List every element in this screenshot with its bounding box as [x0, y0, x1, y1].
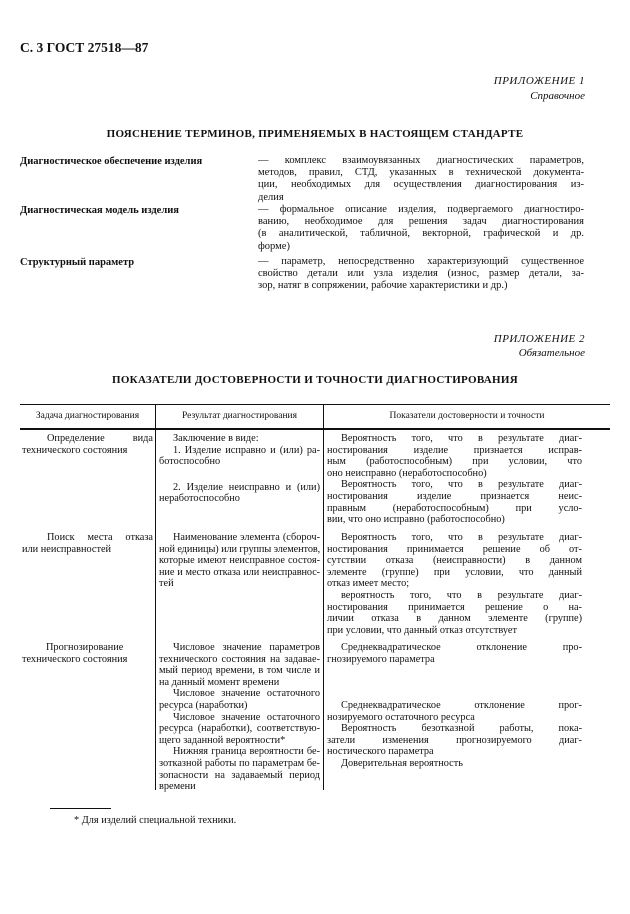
- text-line: делия: [258, 191, 284, 203]
- text-line: Среднеквадратическое отклонение прог-: [341, 699, 582, 711]
- text-line: ностирования изделие признается неис-: [327, 490, 582, 502]
- text-line: форме): [258, 240, 290, 252]
- column-header: Показатели достоверности и точности: [389, 411, 545, 421]
- paragraph: [327, 479, 582, 525]
- text-line: ным (работоспособным) при условии, что: [327, 456, 582, 468]
- text-line: личии отказа в данном элементе (группе): [327, 613, 582, 625]
- text-line: ресурса (наработки), соответствую-: [159, 723, 320, 735]
- appendix-1-type: Справочное: [530, 90, 585, 102]
- appendix-2-label: ПРИЛОЖЕНИЕ 2: [493, 333, 585, 345]
- footnote-rule: [50, 808, 111, 809]
- text-line: Вероятность того, что в результате диаг-: [341, 479, 582, 491]
- text-line: ванию, необходимое для решения задач диагностирования: [258, 216, 584, 228]
- text-line: Вероятность того, что в результате диаг-: [341, 433, 582, 444]
- text-line: неработоспособно: [159, 493, 240, 505]
- text-line: тей: [159, 578, 174, 590]
- page-header: С. 3 ГОСТ 27518—87: [20, 40, 149, 55]
- paragraph: [159, 642, 320, 688]
- text-line: методов, правил, СТД, указанных в технической документа-: [258, 167, 584, 179]
- text-line: вероятность того, что в результате диаг-: [341, 589, 582, 601]
- text-line: Нижняя граница вероятности бе-: [173, 746, 320, 758]
- column-divider: [155, 404, 156, 790]
- paragraph: [327, 590, 582, 636]
- text-line: технического состояния: [22, 653, 128, 665]
- text-line: зор, натяг в сопряжении, рабочие характеристики и др.): [258, 280, 508, 292]
- text-line: технического состояния на задавае-: [159, 653, 320, 665]
- text-line: правным (неработоспособным) при усло-: [327, 502, 582, 514]
- column-header: Результат диагностирования: [181, 411, 298, 421]
- term: Диагностическое обеспечение изделия: [20, 156, 203, 167]
- text-line: щего заданной вероятности*: [159, 734, 286, 746]
- result-cell: [159, 532, 320, 590]
- term-definition: [258, 155, 584, 204]
- text-line: Наименование элемента (сбороч-: [173, 532, 320, 543]
- text-line: Вероятность безотказной работы, пока-: [341, 723, 582, 735]
- appendix-1-title: ПОЯСНЕНИЕ ТЕРМИНОВ, ПРИМЕНЯЕМЫХ В НАСТОЯЩЕМ СТАНДАРТЕ: [106, 128, 524, 140]
- appendix-2-type: Обязательное: [518, 347, 585, 359]
- paragraph: [159, 433, 320, 445]
- paragraph: [327, 642, 582, 665]
- paragraph: [159, 532, 320, 590]
- column-divider: [323, 404, 324, 790]
- text-line: зопасности на задаваемый период: [159, 769, 320, 781]
- text-line: ностирования изделие признается исправ-: [327, 444, 582, 456]
- text-line: — параметр, непосредственно характеризующий существенное: [258, 256, 584, 267]
- task-cell: [22, 532, 153, 555]
- text-line: элементе (группе) при условии, что данный: [327, 566, 582, 578]
- appendix-1-label: ПРИЛОЖЕНИЕ 1: [493, 75, 585, 87]
- text-line: которые имеют неисправное состоя-: [159, 555, 320, 567]
- text-line: ностирования принимается решение о на-: [327, 601, 582, 613]
- appendix-2-title: ПОКАЗАТЕЛИ ДОСТОВЕРНОСТИ И ТОЧНОСТИ ДИАГНОСТИРОВАНИЯ: [111, 374, 519, 386]
- text-line: гнозируемого параметра: [327, 653, 435, 665]
- text-line: Числовое значение параметров: [173, 642, 320, 653]
- text-line: ние и место отказа или неисправнос-: [159, 566, 320, 578]
- indicators-cell: [327, 532, 582, 636]
- table-top-rule: [20, 404, 610, 405]
- paragraph: [327, 700, 582, 723]
- paragraph: [327, 723, 582, 758]
- task-cell: [22, 642, 153, 665]
- text-line: — формальное описание изделия, подвергаемого диагностиро-: [258, 204, 584, 215]
- text-line: (в аналитической, табличной, векторной, графической и др.: [258, 228, 584, 240]
- footnote: * Для изделий специальной техники.: [74, 815, 237, 826]
- paragraph: [327, 433, 582, 479]
- text-line: Прогнозирование: [46, 642, 124, 653]
- text-line: Поиск места отказа: [47, 532, 153, 543]
- indicators-cell: [327, 433, 582, 526]
- text-line: ностического параметра: [327, 746, 434, 758]
- text-line: времени: [159, 781, 196, 793]
- text-line: мый период времени, в том числе и: [159, 665, 320, 677]
- text-line: ностирования принимается решение об от-: [327, 543, 582, 555]
- text-line: ции, необходимых для осуществления диагностирования из-: [258, 179, 584, 191]
- result-cell: [159, 433, 320, 505]
- term-definition: [258, 204, 584, 253]
- paragraph: [159, 712, 320, 747]
- text-line: Среднеквадратическое отклонение про-: [341, 642, 582, 653]
- column-header: Задача диагностирования: [35, 411, 140, 421]
- text-line: зотказной работы по параметрам бе-: [159, 757, 320, 769]
- text-line: ботоспособно: [159, 456, 221, 468]
- text-line: Доверительная вероятность: [341, 757, 463, 769]
- text-line: вии, что оно исправно (работоспособно): [327, 514, 505, 526]
- text-line: или неисправностей: [22, 543, 112, 555]
- paragraph: [159, 482, 320, 505]
- term: Диагностическая модель изделия: [20, 205, 179, 216]
- indicators-cell: [327, 642, 582, 770]
- text-line: ресурса (наработки): [159, 699, 248, 711]
- text-line: Заключение в виде:: [173, 433, 259, 444]
- text-line: технического состояния: [22, 444, 128, 456]
- text-line: ной единицы) или группы элементов,: [159, 543, 320, 555]
- text-line: Числовое значение остаточного: [173, 711, 320, 723]
- text-line: при условии, что данный отказ отсутствует: [327, 624, 517, 636]
- text-line: оно неисправно (неработоспособно): [327, 467, 487, 479]
- text-line: Вероятность того, что в результате диаг-: [341, 532, 582, 543]
- text-line: затели изменения прогнозируемого диаг-: [327, 734, 582, 746]
- text-line: 1. Изделие исправно и (или) ра-: [173, 444, 320, 456]
- term-definition: [258, 256, 584, 293]
- paragraph: [327, 758, 582, 770]
- table-header-rule: [20, 428, 610, 430]
- result-cell: [159, 642, 320, 793]
- text-line: отказ имеет место;: [327, 578, 410, 590]
- paragraph: [159, 445, 320, 468]
- text-line: Определение вида: [47, 433, 153, 444]
- paragraph: [159, 688, 320, 711]
- paragraph: [327, 532, 582, 590]
- text-line: — комплекс взаимоувязанных диагностических параметров,: [258, 155, 584, 166]
- text-line: 2. Изделие неисправно и (или): [173, 481, 320, 493]
- term: Структурный параметр: [20, 257, 135, 268]
- task-cell: [22, 433, 153, 456]
- text-line: нозируемого остаточного ресурса: [327, 711, 475, 723]
- text-line: свойство детали или узла изделия (износ, размер детали, за-: [258, 268, 584, 280]
- text-line: сутствии отказа (неисправности) в данном: [327, 555, 582, 567]
- paragraph: [159, 746, 320, 792]
- text-line: Числовое значение остаточного: [173, 688, 320, 700]
- text-line: на данный момент времени: [159, 676, 280, 688]
